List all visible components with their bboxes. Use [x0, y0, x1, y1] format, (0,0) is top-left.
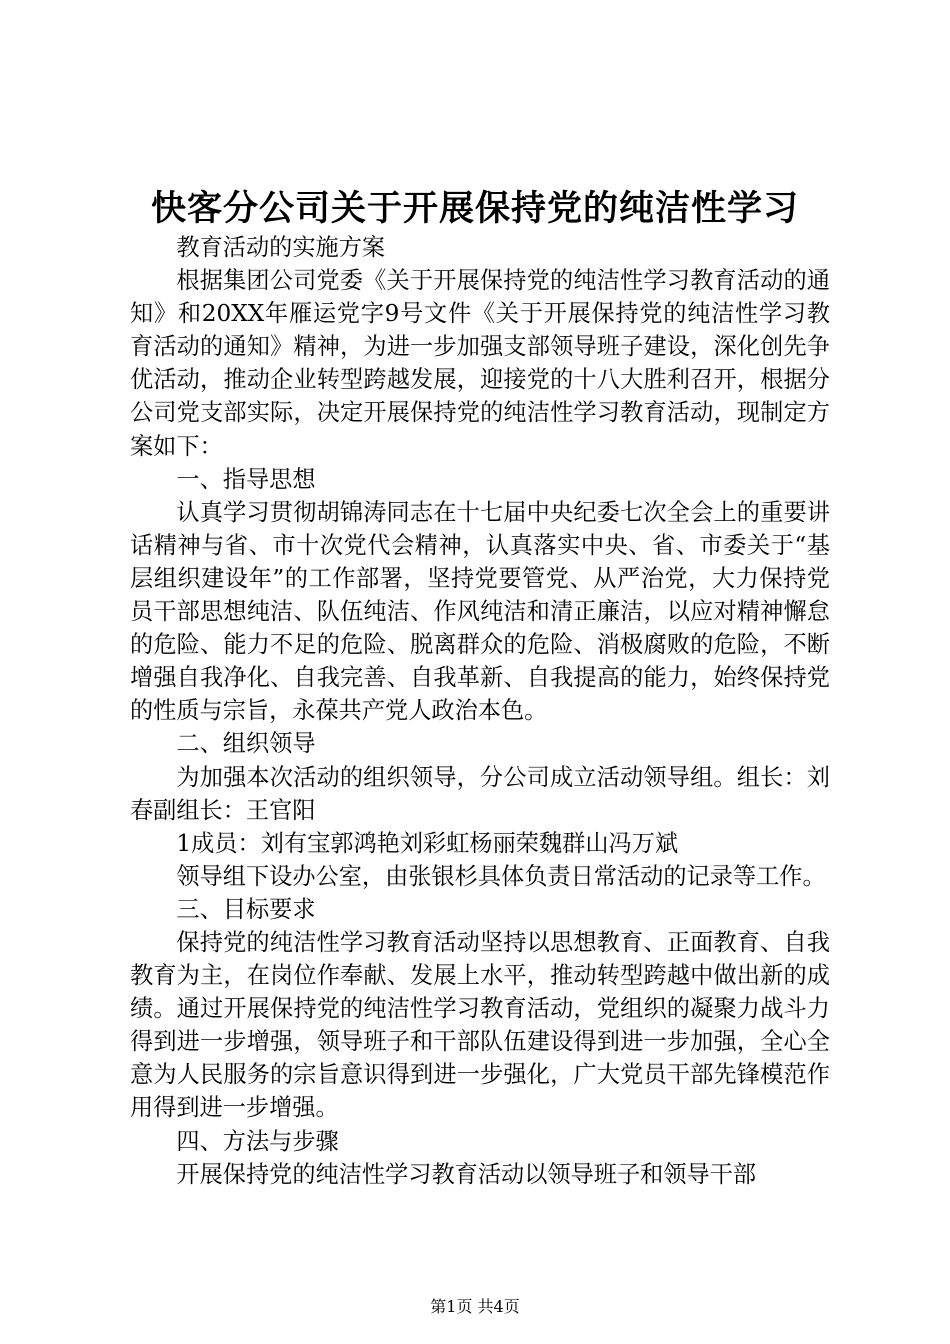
paragraph-guiding-ideology: 认真学习贯彻胡锦涛同志在十七届中央纪委七次全会上的重要讲话精神与省、市十次党代会精神，认真落实中央、省、市委关于“基层组织建设年”的工作部署，坚持党要管党、从严治党，大力保持党员干部思想纯洁、队伍纯洁、作风纯洁和清正廉洁，以应对精神懈怠的危险、能力不足的危险、脱离群众的危险、消极腐败的危险，不断增强自我净化、自我完善、自我革新、自我提高的能力，始终保持党的性质与宗旨，永葆共产党人政治本色。: [130, 498, 830, 725]
paragraph-intro: 根据集团公司党委《关于开展保持党的纯洁性学习教育活动的通知》和20XX年雁运党字9号文件《关于开展保持党的纯洁性学习教育活动的通知》精神，为进一步加强支部领导班子建设，深化创先争优活动，推动企业转型跨越发展，迎接党的十八大胜利召开，根据分公司党支部实际，决定开展保持党的纯洁性学习教育活动，现制定方案如下：: [130, 267, 830, 460]
paragraph-organization: 为加强本次活动的组织领导，分公司成立活动领导组。组长：刘春副组长：王官阳: [130, 763, 830, 824]
page-number-footer: 第1页 共4页: [430, 1297, 520, 1316]
section-heading-organization: 二、组织领导: [176, 730, 316, 758]
paragraph-methods: 开展保持党的纯洁性学习教育活动以领导班子和领导干部: [176, 1160, 757, 1188]
paragraph-office: 领导组下设办公室，由张银杉具体负责日常活动的记录等工作。: [176, 862, 826, 890]
section-heading-methods: 四、方法与步骤: [176, 1127, 339, 1155]
section-heading-guiding-ideology: 一、指导思想: [176, 465, 316, 493]
paragraph-members: 1成员：刘有宝郭鸿艳刘彩虹杨丽荣魏群山冯万斌: [176, 829, 679, 857]
section-heading-goals: 三、目标要求: [176, 895, 316, 923]
document-body: [130, 231, 830, 1191]
paragraph-subtitle: 教育活动的实施方案: [176, 234, 386, 261]
document-title: 快客分公司关于开展保持党的纯洁性学习: [150, 188, 799, 229]
paragraph-goals: 保持党的纯洁性学习教育活动坚持以思想教育、正面教育、自我教育为主，在岗位作奉献、发展上水平，推动转型跨越中做出新的成绩。通过开展保持党的纯洁性学习教育活动，党组织的凝聚力战斗力得到进一步增强，领导班子和干部队伍建设得到进一步加强，全心全意为人民服务的宗旨意识得到进一步强化，广大党员干部先锋模范作用得到进一步增强。: [130, 928, 830, 1122]
